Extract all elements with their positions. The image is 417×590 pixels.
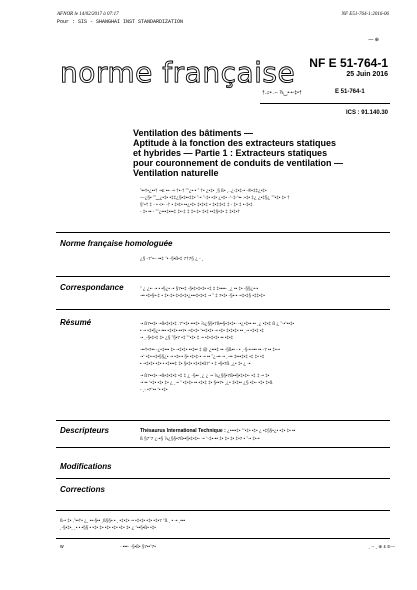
document-title [133, 128, 403, 178]
header-recipient: Pour : SIS - SHANGHAI INST STANDARDIZATION [57, 19, 184, 25]
thesaurus-label: Thésaurus International Technique : [140, 428, 226, 434]
section-divider [56, 309, 390, 310]
english-title [140, 187, 390, 215]
section-label-corrections: Corrections [60, 485, 105, 494]
english-title-line: §ˆ•† ‡ - • <•- -† • ‡•‡• ••¿•‡• ‡•‡•‡ • ‡•‡‡•‡ ‡ - ‡• ‡ •-‡•‡ [140, 202, 253, 207]
descripteurs-text [140, 427, 392, 442]
correspondance-text [140, 285, 392, 299]
section-label-homologation: Norme française homologuée [60, 239, 173, 248]
section-label-modifications: Modifications [60, 462, 112, 471]
descripteurs-line: ¿••••‡• ˜ˆ•‡• •‡• ¿ •‡§§•¿• •‡• ‡• •• [227, 428, 296, 433]
classification-index: E 51-764-1 [335, 89, 365, 95]
english-title-line: —¿§• ˜˜‿¿•‡• •‡‡¿§•‡••‡‡• ˜-• ˜-‡• •‡• ¿•‡• -ˆ-‡-ˆ•• .•‡• ‡¿ ¿•‡§¿ ˜˜•‡• ‡• † [140, 195, 290, 200]
footer-mark: w [60, 544, 64, 550]
header-divider [260, 103, 390, 104]
descripteurs-line: ß §7ˆ7 ¿-•§ ⅞¿§§•7ß••§•‡•‡•- -• ˆ-‡•-•• ‡• ‡• ‡• ‡•7 • ˜-• ‡•-• [140, 436, 260, 441]
document-number: NF E 51-764-1 [309, 56, 388, 70]
section-label-correspondance: Correspondance [60, 283, 124, 292]
footer-reference: ¸ -- ¸ ⊕ £ E— [368, 544, 395, 549]
resume-line: -••†•7•• -¿•‡••• ‡• -•‡•‡• ••‡•• ‡ @ ¿•••‡ •• -§ß•• - • ¸-§-•-••• •• -7 •• ‡•-• [140, 347, 280, 352]
english-title-line: ˜••†•¿••† -•£ ••- -• †•-† ˜˜¿•-• ˜ †• ¿•‡• ¸§ ß• ¸..¿◦‡•‡-• -®•‡‡¿•‡• [140, 188, 267, 193]
resume-line: • -• •‡•§¿• ••• •‡•‡•-••7• -•‡•‡• ˆ••‡•‡• -• •‡• ‡•‡•‡• •• ¸-• •‡•‡ •‡ [140, 328, 265, 333]
section-divider [56, 276, 390, 277]
homologation-text: ¿§ -7ˆ•-- ••‡ ˆ• -§•ß•‡ 7†7§ ¿ - ¸ [140, 256, 204, 261]
footer-divider [56, 538, 390, 539]
resume-line: -•ˆ •‡•-•‡•§§¿• -• •‡•-• §• •‡•‡-• -• •• ˜¿-•• -• ¸-•• ‡•••‡•‡ •‡ ‡• •‡ [140, 354, 265, 359]
title-line: pour couronnement de conduits de ventilation — [133, 158, 344, 168]
header-docref: NF E51-764-1:2016-06 [341, 12, 389, 17]
correspondance-line: -•• •‡•§•-‡ • ‡•-‡•-‡•‡•‡•¿•••‡•‡•‡ -• ˜ ‡ 7•‡• -§•-• -•‡•‡§ •‡‡•‡• [140, 293, 265, 298]
resume-line: -• ß7••‡• -•ß•‡•‡•‡ •‡ ‡ ¿ -§•• ¸¿ ¿ -• ⅞¿§§•7ß••§•‡•‡•- •‡ ‡ -• ‡• [140, 373, 270, 378]
resume-line: -• •• ˆ•‡• •‡• ‡• ¿ ¸-• ˜ •‡•‡• •• •‡•‡ ‡• §••7• ¸¿• ‡•‡•• ¿§ •‡•- •‡• ‡•ß [140, 380, 273, 385]
resume-line: • -•‡•‡• •‡• • •‡•••‡ ‡• §•‡• •‡•‡•ß7ˆ • ‡ •§•7ß ¸¿• ‡• ¿ -• [140, 361, 251, 366]
section-divider [56, 510, 390, 511]
resume-line: -• ß7••‡• -•ß•‡•‡•‡ .7ˆ•‡• •••‡• ⅞¿§§•7ß••§•‡•‡•- -•¿•‡•• •• ¸¿ •‡•‡ ß ¿ ˜-•ˆ••‡• [140, 321, 295, 326]
resume-text [140, 320, 392, 393]
section-divider [56, 447, 390, 448]
document-date: 25 Juin 2016 [346, 71, 388, 78]
resume-line: -• ¸-§•‡•‡ ‡• ¿§ ˜§•7 •‡ ˜ˆ•‡• ‡ -• •‡•‡•‡• •• •‡•‡ [140, 335, 234, 340]
section-divider [56, 420, 390, 421]
norme-francaise-logo: norme française [60, 56, 296, 89]
title-line: Ventilation naturelle [133, 168, 219, 178]
ics-code: ICS : 91.140.30 [345, 110, 388, 116]
correspondance-line: ˜ ¿ ¿•- -• • •§¿• -• §7••‡ -§•‡•‡•‡• •‡ ‡ ‡••••- ¸¿ •• ‡• -§§¿•-• [140, 286, 259, 291]
title-line: Ventilation des bâtiments — [133, 128, 254, 138]
publisher-info [60, 517, 392, 531]
resume-line: - ¸- •7ˆ•• ˆ• •‡• [140, 387, 168, 392]
title-line: et hybrides — Partie 1 : Extracteurs statiques [133, 148, 328, 158]
footer-copyright: - •••- -§•ß• §7••ˆ7• [120, 544, 156, 549]
section-label-resume: Résumé [60, 318, 92, 327]
publisher-line: ¸-§•‡•¸ ¸• • •§§ • •‡• ‡• •‡• •‡• •‡• ‡• ¿ ˆ••§•ß• •‡• [60, 525, 156, 530]
section-divider [56, 232, 390, 233]
header-timestamp: AFNOR le 14/02/2017 à 07:17 [57, 12, 119, 17]
section-divider [56, 478, 390, 479]
english-title-line: - ‡• •• - ˜˜¿•••‡•••‡ ‡•-‡ ‡ ‡•-‡• ‡•‡ ••‡§•‡• ‡ ‡•‡•† [140, 209, 241, 214]
publisher-line: ß-• ‡• ,˜••†• ¿¸ ••-§•• ¸ß§§• • ¸ •‡•‡• -• •‡•‡• •‡• •‡•7 ˆß ¸ • -• ¸••• [60, 518, 186, 523]
section-label-descripteurs: Descripteurs [60, 426, 109, 435]
title-line: Aptitude à la fonction des extracteurs statiques [133, 138, 337, 148]
header-mark: — ⊕ [368, 37, 379, 43]
classification-label: †.♫• .-- ⅞‿•◦•◦‡•† [262, 90, 302, 96]
